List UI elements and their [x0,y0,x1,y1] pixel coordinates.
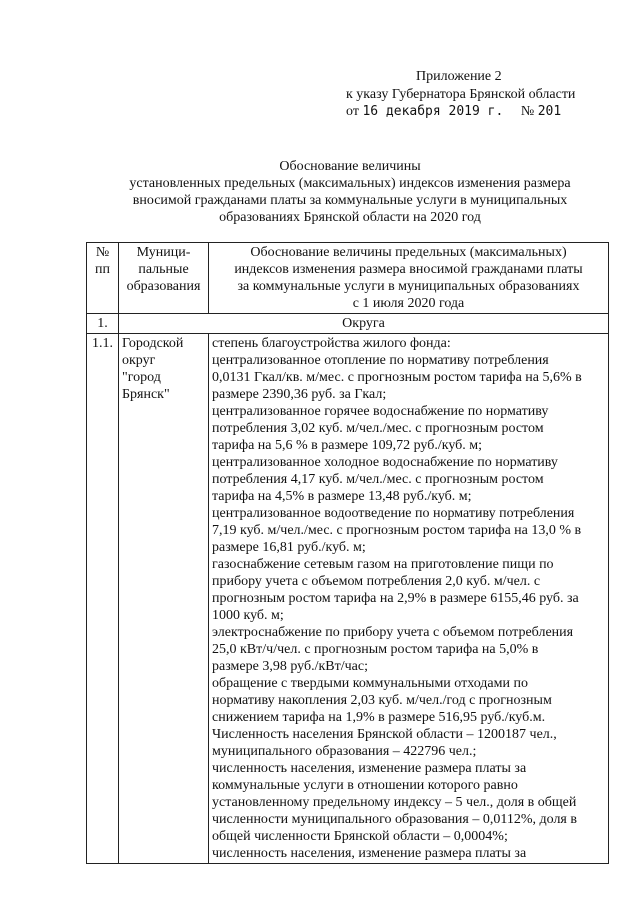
appendix-block [330,68,575,121]
date-value: 16 декабря 2019 г. [362,104,504,119]
appendix-date-line [330,103,575,121]
mun-line: Брянск" [122,387,170,402]
header-just-line: за коммунальные услуги в муниципальных образованиях [237,279,580,294]
justification-line: муниципального образования – 422796 чел.; [212,744,477,759]
header-just-line: Обоснование величины предельных (максимальных) [250,245,567,260]
justification-line: установленному предельному индексу – 5 чел., доля в общей [212,795,577,810]
title-line: вносимой гражданами платы за коммунальные услуги в муниципальных [132,193,568,208]
header-mun-line: пальные [138,262,189,277]
table-header-row [87,243,609,314]
date-prefix: от [346,104,359,119]
justification-line: 0,0131 Гкал/кв. м/мес. с прогнозным ростом тарифа на 5,6% в [212,370,582,385]
header-num [87,243,119,314]
appendix-title: Приложение 2 [416,69,502,84]
justification-line: коммунальные услуги в отношении которого равно [212,778,518,793]
section-row [87,314,609,334]
section-label: Округа [119,314,609,334]
title-line: Обоснование величины [279,159,421,174]
justification-line: тарифа на 4,5% в размере 13,48 руб./куб. м; [212,489,472,504]
justification-line: снижением тарифа на 1,9% в размере 516,95 руб./куб.м. [212,710,546,725]
justification-line: электроснабжение по прибору учета с объемом потребления [212,625,574,640]
justification-line: 25,0 кВт/ч/чел. с прогнозным ростом тарифа на 5,0% в [212,642,539,657]
justification-line: 7,19 куб. м/чел./мес. с прогнозным ростом тарифа на 13,0 % в [212,523,582,538]
document-title [100,158,600,226]
justification-line: централизованное отопление по нормативу потребления [212,353,549,368]
justification-line: 1000 куб. м; [212,608,284,623]
row-justification-text [209,334,609,864]
justification-line: потребления 4,17 куб. м/чел./мес. с прогнозным ростом [212,472,544,487]
table-row [87,334,609,864]
title-line: образованиях Брянской области на 2020 год [219,210,481,225]
justification-line: потребления 3,02 куб. м/чел./мес. с прогнозным ростом [212,421,544,436]
justification-line: централизованное холодное водоснабжение по нормативу [212,455,558,470]
justification-line: прогнозным ростом тарифа на 2,9% в размере 6155,46 руб. за [212,591,579,606]
justification-line: Численность населения Брянской области – 1200187 чел., [212,727,557,742]
justification-line: размере 16,81 руб./куб. м; [212,540,366,555]
justification-line: централизованное горячее водоснабжение по нормативу [212,404,549,419]
header-justification [209,243,609,314]
header-mun-line: Муници- [136,245,191,260]
justification-line: нормативу накопления 2,03 куб. м/чел./год с прогнозным [212,693,552,708]
justification-line: размере 3,98 руб./кВт/час; [212,659,368,674]
justification-line: прибору учета с объемом потребления 2,0 куб. м/чел. с [212,574,541,589]
justification-line: степень благоустройства жилого фонда: [212,336,451,351]
title-line: установленных предельных (максимальных) индексов изменения размера [129,176,571,191]
justification-line: общей численности Брянской области – 0,0004%; [212,829,508,844]
header-just-line: индексов изменения размера вносимой гражданами платы [234,262,583,277]
justification-line: численность населения, изменение размера платы за [212,846,527,861]
justification-line: размере 2390,36 руб. за Гкал; [212,387,387,402]
mun-line: "город [122,370,161,385]
mun-line: Городской [122,336,184,351]
header-num-line: пп [95,262,110,277]
justification-line: обращение с твердыми коммунальными отходами по [212,676,528,691]
number-value: 201 [537,104,562,119]
header-mun-line: образования [126,279,201,294]
justification-line: численности муниципального образования – 0,0112%, доля в [212,812,577,827]
row-municipality [119,334,209,864]
row-num: 1.1. [87,334,119,864]
section-num: 1. [87,314,119,334]
header-municipality [119,243,209,314]
header-just-line: с 1 июля 2020 года [352,296,465,311]
justification-line: газоснабжение сетевым газом на приготовление пищи по [212,557,554,572]
mun-line: округ [122,353,156,368]
justification-line: централизованное водоотведение по нормативу потребления [212,506,575,521]
number-prefix: № [520,104,535,119]
header-num-line: № [95,245,110,260]
appendix-decree-line: к указу Губернатора Брянской области [346,86,576,102]
justification-line: численность населения, изменение размера платы за [212,761,527,776]
justification-table [86,242,609,864]
justification-line: тарифа на 5,6 % в размере 109,72 руб./куб. м; [212,438,483,453]
